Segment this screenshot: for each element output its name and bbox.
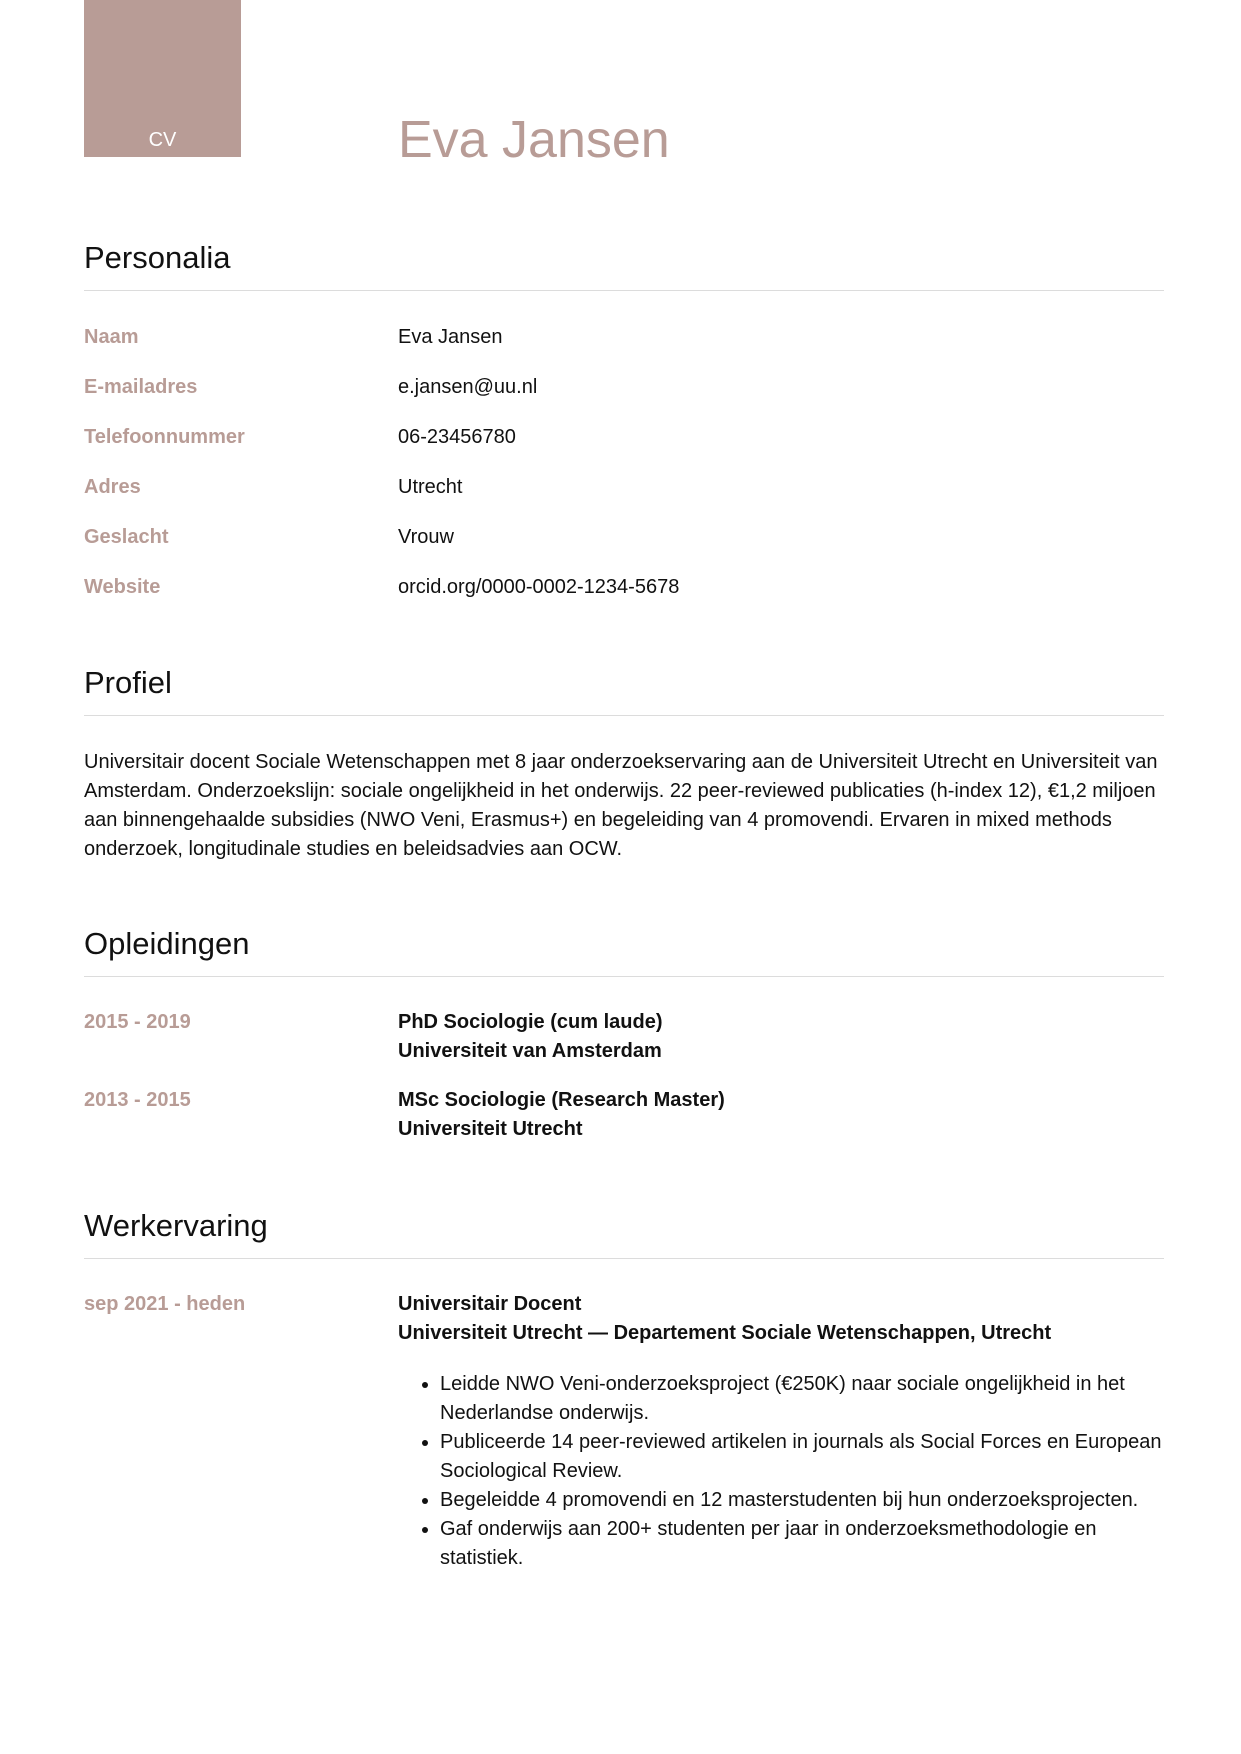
work-item	[84, 1290, 1164, 1573]
personalia-row-telefoon	[84, 425, 1164, 475]
section-divider	[84, 976, 1164, 977]
profiel-section	[84, 663, 1164, 864]
personalia-row-website	[84, 575, 1164, 625]
werkervaring-title: Werkervaring	[84, 1208, 268, 1243]
field-label: E-mailadres	[84, 376, 198, 398]
personalia-row-adres	[84, 475, 1164, 525]
list-item: • Begeleidde 4 promovendi en 12 masterstudenten bij hun onderzoeksprojecten.	[440, 1486, 1164, 1515]
education-detail	[398, 1086, 725, 1144]
education-list	[84, 1008, 1164, 1164]
education-item	[84, 1008, 1164, 1086]
section-divider	[84, 290, 1164, 291]
field-value: 06-23456780	[398, 426, 516, 448]
work-employer: Universiteit Utrecht — Departement Sociale Wetenschappen, Utrecht	[398, 1322, 1052, 1344]
personalia-list	[84, 325, 1164, 625]
field-label: Telefoonnummer	[84, 426, 245, 448]
photo-placeholder	[84, 0, 241, 157]
list-item: • Leidde NWO Veni-onderzoeksproject (€250K) naar sociale ongelijkheid in het Nederlandse onderwijs.	[440, 1370, 1164, 1428]
section-divider	[84, 715, 1164, 716]
field-label: Naam	[84, 326, 139, 348]
section-divider	[84, 1258, 1164, 1259]
education-degree: MSc Sociologie (Research Master)	[398, 1089, 725, 1111]
field-value: Vrouw	[398, 526, 454, 548]
personalia-title: Personalia	[84, 240, 231, 275]
field-value: Eva Jansen	[398, 326, 503, 348]
werkervaring-section	[84, 1206, 1164, 1573]
list-item: • Publiceerde 14 peer-reviewed artikelen in journals als Social Forces en European Sociological Review.	[440, 1428, 1164, 1486]
field-label: Geslacht	[84, 526, 169, 548]
candidate-name: Eva Jansen	[398, 111, 670, 169]
field-label: Website	[84, 576, 161, 598]
email-link[interactable]: e.jansen@uu.nl	[398, 376, 538, 398]
work-achievements	[398, 1370, 1164, 1573]
opleidingen-title: Opleidingen	[84, 926, 250, 961]
education-degree: PhD Sociologie (cum laude)	[398, 1011, 663, 1033]
work-role: Universitair Docent	[398, 1293, 582, 1315]
work-period: sep 2021 - heden	[84, 1293, 246, 1315]
field-label: Adres	[84, 476, 141, 498]
field-value: Utrecht	[398, 476, 463, 498]
education-item	[84, 1086, 1164, 1164]
work-detail	[398, 1290, 1164, 1573]
profile-summary: Universitair docent Sociale Wetenschappen met 8 jaar onderzoekservaring aan de Universiteit Utrecht en Universiteit van Amsterdam. Onderzoekslijn: sociale ongelijkheid in het onderwijs. 22 peer-reviewed publicaties (h-index 12), €1,2 miljoen aan binnengehaalde subsidies (NWO Veni, Erasmus+) en begeleiding van 4 promovendi. Ervaren in mixed methods onderzoek, longitudinale studies en beleidsadvies aan OCW.	[84, 751, 1158, 860]
education-period: 2015 - 2019	[84, 1011, 191, 1033]
education-detail	[398, 1008, 662, 1066]
list-item: • Gaf onderwijs aan 200+ studenten per jaar in onderzoeksmethodologie en statistiek.	[440, 1515, 1164, 1573]
opleidingen-section	[84, 924, 1164, 1164]
education-institution: Universiteit Utrecht	[398, 1118, 583, 1140]
education-institution: Universiteit van Amsterdam	[398, 1040, 662, 1062]
personalia-section	[84, 238, 1164, 625]
education-period: 2013 - 2015	[84, 1089, 191, 1111]
personalia-row-email	[84, 375, 1164, 425]
profiel-title: Profiel	[84, 665, 172, 700]
website-link[interactable]: orcid.org/0000-0002-1234-5678	[398, 576, 680, 598]
photo-label: CV	[148, 129, 177, 151]
work-list	[84, 1290, 1164, 1573]
personalia-row-naam	[84, 325, 1164, 375]
personalia-row-geslacht	[84, 525, 1164, 575]
